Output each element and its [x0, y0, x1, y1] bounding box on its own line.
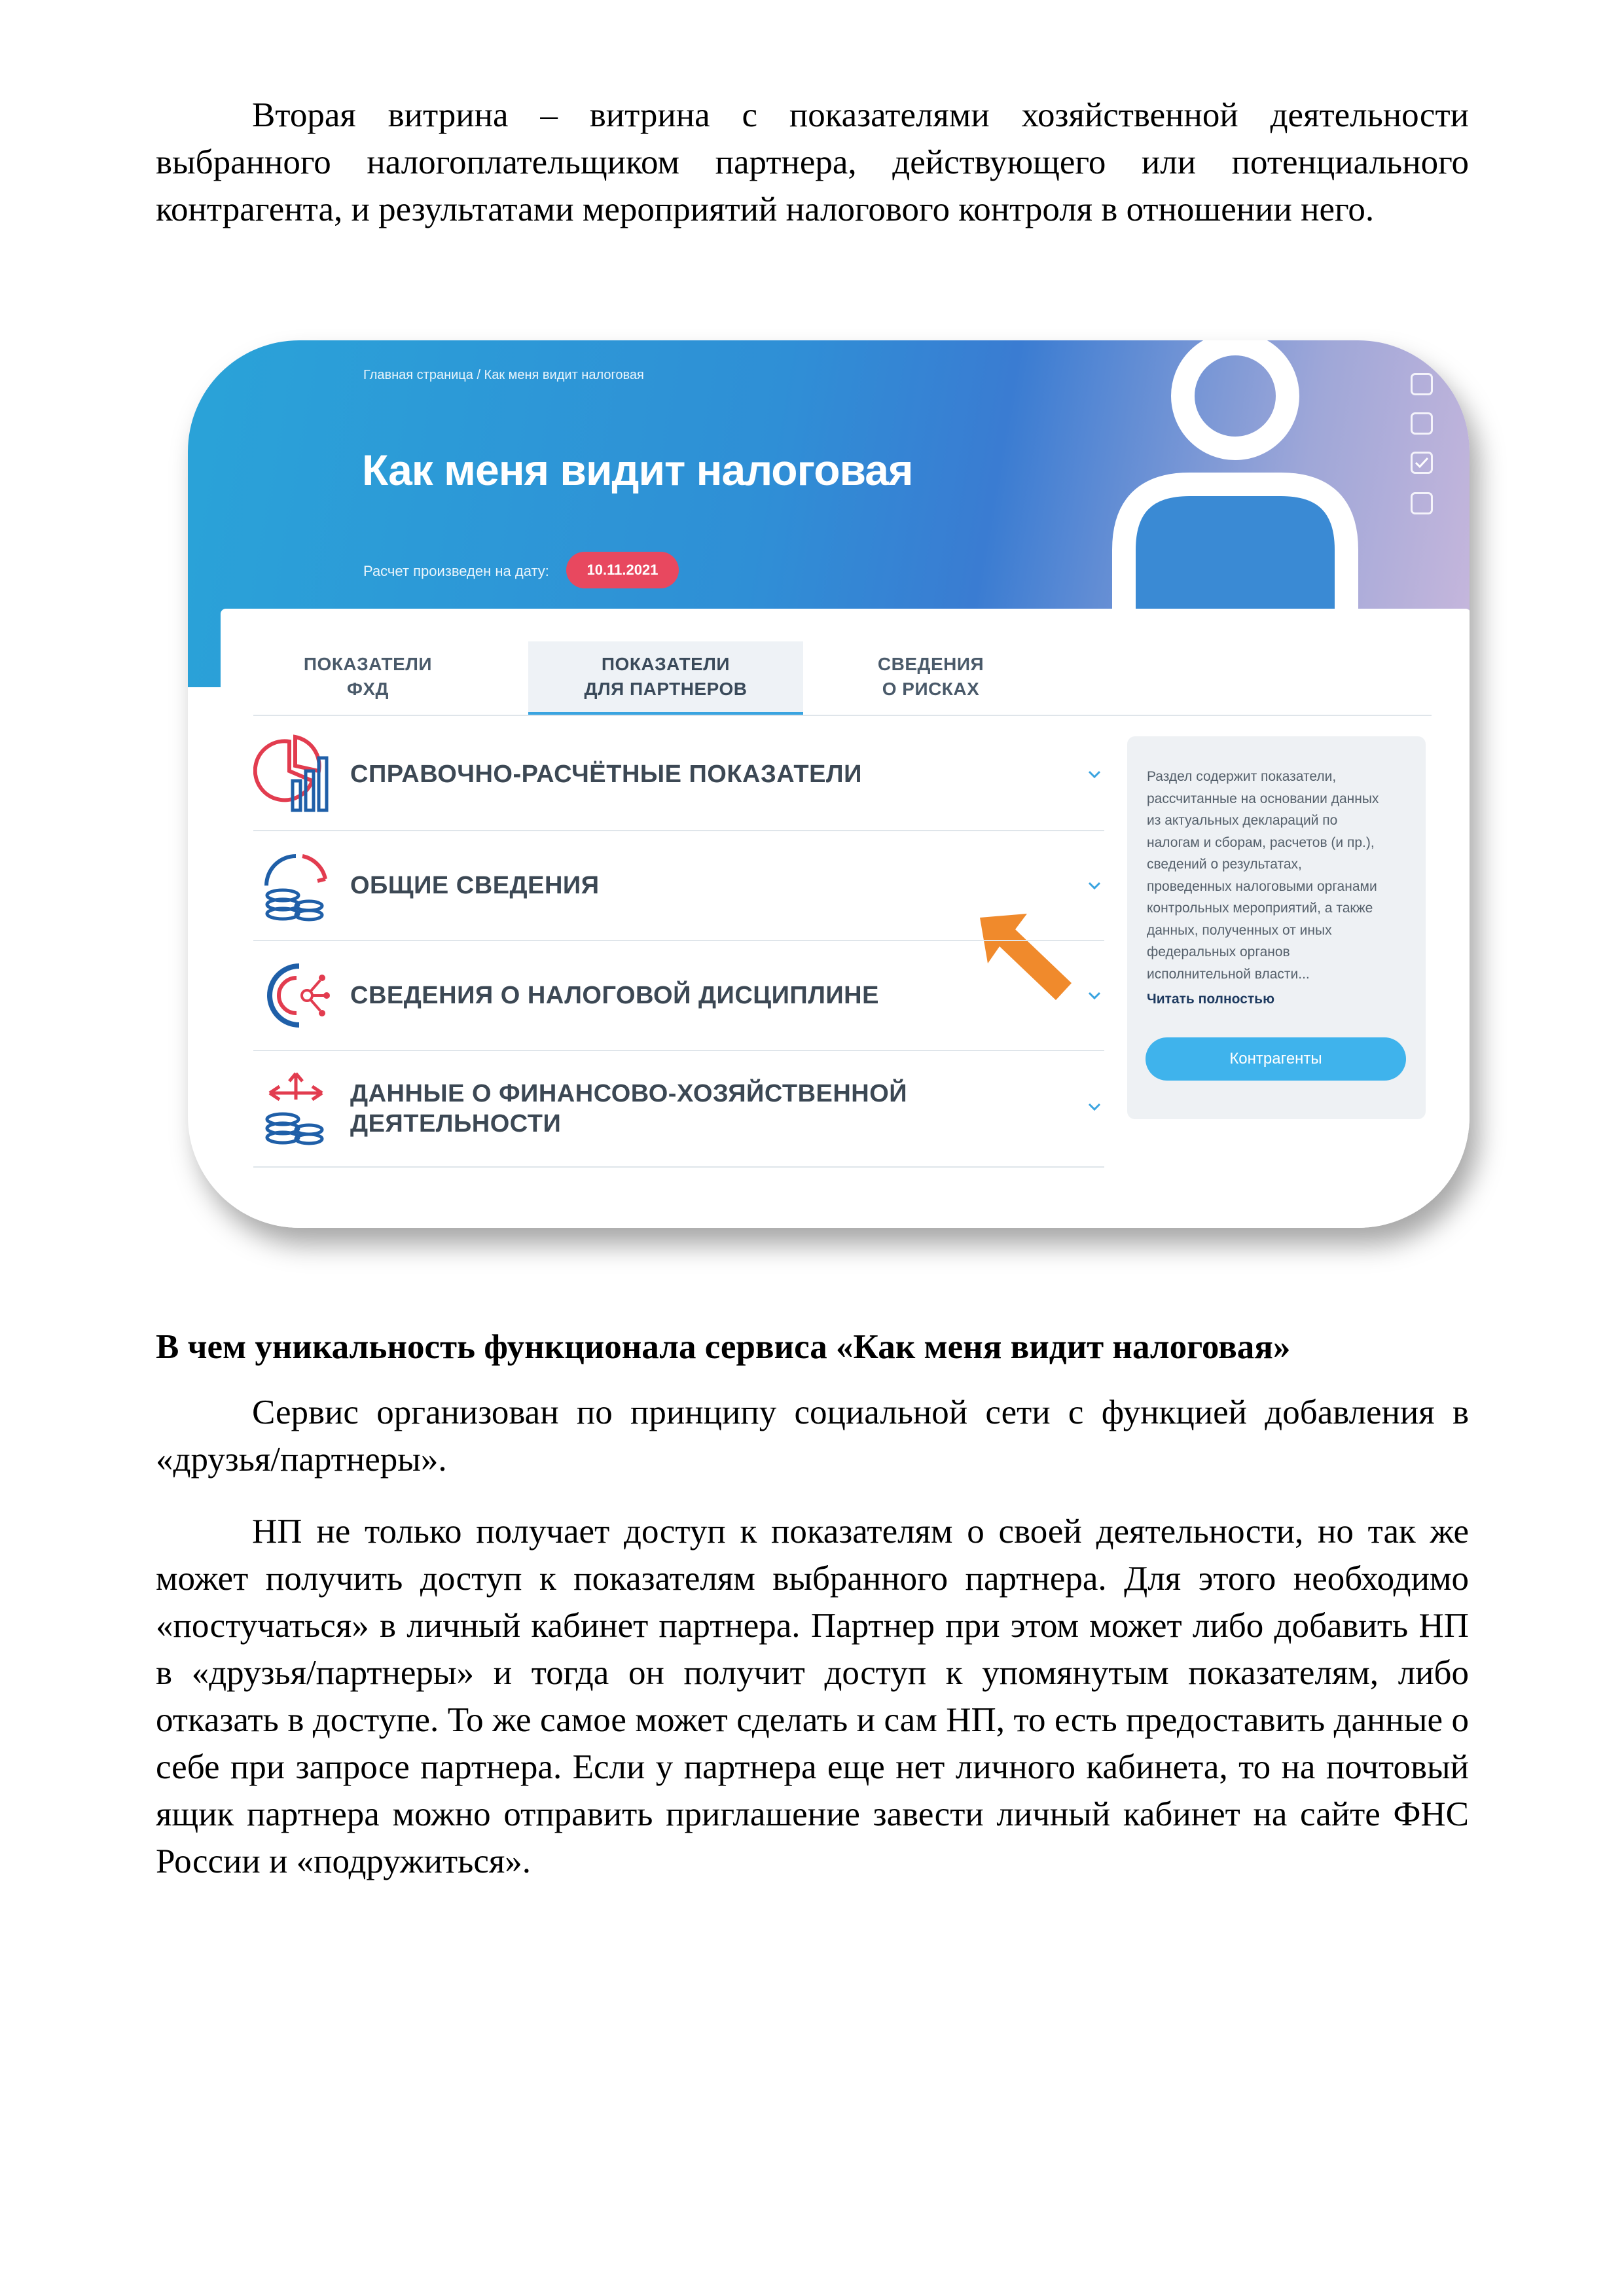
info-line: контрольных мероприятий, а также — [1147, 901, 1373, 916]
info-line: Раздел содержит показатели, — [1147, 769, 1337, 784]
info-line: сведений о результатах, — [1147, 857, 1302, 872]
checkbox-icon — [1411, 373, 1433, 395]
body-paragraph: Сервис организован по принципу социальной сети с функцией добавления в «друзья/партнеры». — [156, 1393, 1469, 1479]
tab-fhd-indicators[interactable] — [260, 641, 476, 713]
section-label-line: ДАННЫЕ О ФИНАНСОВО-ХОЗЯЙСТВЕННОЙ — [350, 1080, 908, 1107]
body-paragraph: НП не только получает доступ к показателям о своей деятельности, но так же может получить доступ к показателям выбранного партнера. Для этого необходимо «постучаться» в личный кабинет партнера. Партнер при этом может либо добавить НП в «друзья/партнеры» и тогда он получит доступ к упомянутым показателям, либо отказать в доступе. То же самое может сделать и сам НП, то есть предоставить данные о себе при запросе партнера. Если у партнера еще нет личного кабинета, то на почтовый ящик партнера можно отправить приглашение завести личный кабинет на сайте ФНС России и «подружиться». — [156, 1513, 1469, 1880]
info-line: налогам и сборам, расчетов (и пр.), — [1147, 834, 1375, 850]
chevron-down-icon[interactable] — [1085, 876, 1104, 895]
section-heading: В чем уникальность функционала сервиса «Как меня видит налоговая» — [156, 1328, 1291, 1366]
accordion-tax-discipline[interactable] — [253, 941, 1104, 1051]
breadcrumb[interactable]: Главная страница / Как меня видит налоговая — [363, 368, 644, 382]
chevron-down-icon[interactable] — [1085, 1097, 1104, 1117]
intro-paragraph: Вторая витрина – витрина с показателями хозяйственной деятельности выбранного налогоплательщиком партнера, действующего или потенциального контрагента, и результатами мероприятий налогового контроля в отношении него. — [156, 96, 1469, 228]
info-line: проведенных налоговыми органами — [1147, 878, 1377, 894]
info-line: данных, полученных от иных — [1147, 922, 1332, 938]
tab-label: ПОКАЗАТЕЛИ — [303, 654, 433, 674]
tab-label: ПОКАЗАТЕЛИ — [601, 654, 731, 674]
checkbox-checked-icon — [1411, 452, 1433, 474]
tab-label: ФХД — [346, 679, 389, 699]
tab-risk-info[interactable] — [823, 641, 1039, 713]
tab-label: О РИСКАХ — [882, 679, 980, 699]
read-more-link[interactable]: Читать полностью — [1147, 992, 1275, 1007]
accordion-financial-activity[interactable] — [253, 1051, 1104, 1168]
section-label: СПРАВОЧНО-РАСЧЁТНЫЕ ПОКАЗАТЕЛИ — [350, 761, 862, 788]
calc-date-label: Расчет произведен на дату: — [363, 563, 549, 579]
counterparties-button[interactable]: Контрагенты — [1146, 1037, 1406, 1081]
info-line: из актуальных деклараций по — [1147, 813, 1338, 828]
chart-pie-bars-icon — [253, 732, 338, 817]
checkbox-icon — [1411, 412, 1433, 435]
discipline-network-icon — [253, 953, 338, 1038]
calc-date-badge: 10.11.2021 — [566, 552, 679, 588]
section-label: СВЕДЕНИЯ О НАЛОГОВОЙ ДИСЦИПЛИНЕ — [350, 982, 879, 1009]
info-line: федеральных органов — [1147, 944, 1290, 960]
coins-gauge-icon — [253, 843, 338, 928]
info-line: исполнительной власти... — [1147, 966, 1310, 982]
page-title: Как меня видит налоговая — [362, 446, 913, 494]
accordion-general-info[interactable] — [253, 831, 1104, 941]
tab-label: ДЛЯ ПАРТНЕРОВ — [584, 679, 748, 699]
chevron-down-icon[interactable] — [1085, 986, 1104, 1005]
tabs-divider — [253, 715, 1432, 716]
service-screenshot — [188, 340, 1470, 1228]
section-label: ОБЩИЕ СВЕДЕНИЯ — [350, 872, 600, 899]
accordion-reference-indicators[interactable] — [253, 719, 1104, 831]
checkbox-icon — [1411, 492, 1433, 514]
section-label-line: ДЕЯТЕЛЬНОСТИ — [350, 1110, 562, 1138]
user-avatar-icon — [1104, 340, 1392, 635]
content-panel — [221, 609, 1470, 1228]
tab-label: СВЕДЕНИЯ — [877, 654, 984, 674]
section-label — [350, 1079, 907, 1139]
coins-arrows-icon — [253, 1067, 338, 1152]
chevron-down-icon[interactable] — [1085, 764, 1104, 784]
info-line: рассчитанные на основании данных — [1147, 791, 1379, 806]
tab-partner-indicators[interactable] — [528, 641, 803, 713]
info-sidebar — [1127, 736, 1426, 1119]
info-description — [1147, 766, 1409, 985]
